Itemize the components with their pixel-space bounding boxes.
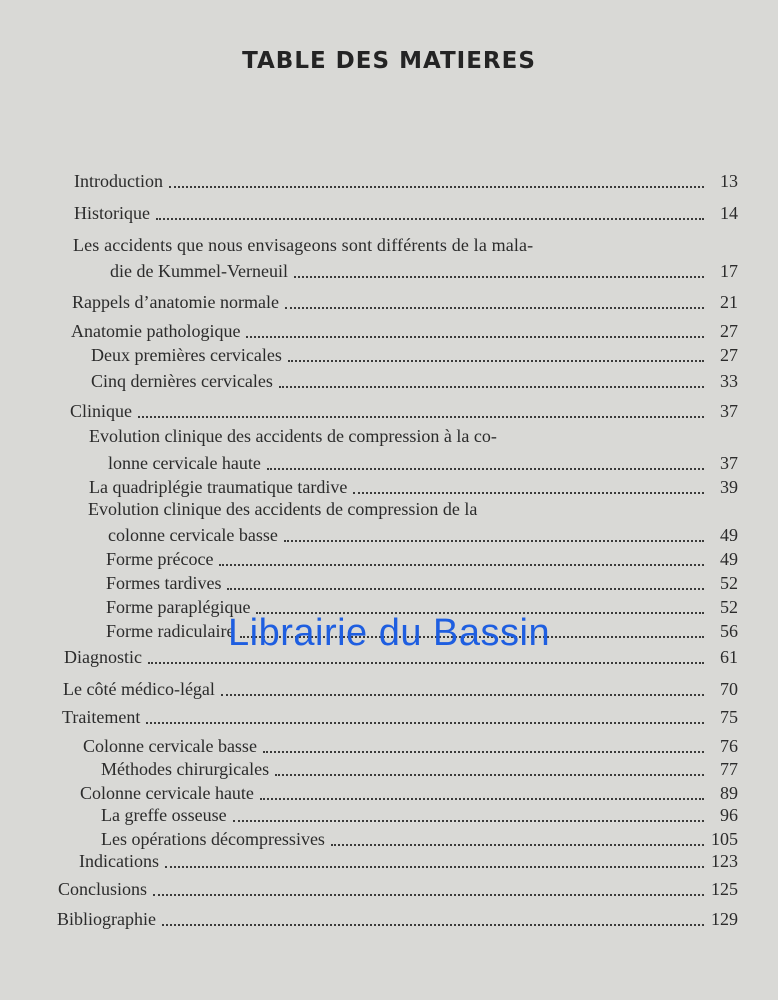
entry-page: 39 [720, 477, 738, 497]
dot-leader [288, 360, 704, 362]
entry-label: Rappels d’anatomie normale [72, 292, 279, 312]
dot-leader [165, 866, 704, 868]
toc-entry [74, 202, 738, 224]
entry-label: colonne cervicale basse [108, 525, 278, 545]
entry-page: 96 [720, 805, 738, 825]
dot-leader [294, 276, 704, 278]
entry-page: 52 [720, 573, 738, 593]
entry-label-line: Evolution clinique des accidents de compression à la co- [89, 426, 497, 446]
dot-leader [227, 588, 704, 590]
toc-entry [80, 782, 738, 804]
entry-label: Les opérations décompressives [101, 829, 325, 849]
toc-entry [71, 320, 738, 342]
toc-entry [106, 572, 738, 594]
entry-page: 49 [720, 525, 738, 545]
entry-label: Forme paraplégique [106, 597, 251, 617]
page-title: TABLE DES MATIERES [242, 48, 536, 74]
toc-entry [79, 850, 738, 872]
dot-leader [146, 722, 704, 724]
entry-label: Le côté médico-légal [63, 679, 215, 699]
toc-entry [101, 758, 738, 780]
entry-label: Méthodes chirurgicales [101, 759, 270, 779]
entry-page: 89 [720, 783, 738, 803]
toc-entry [58, 878, 738, 900]
dot-leader [263, 751, 704, 753]
dot-leader [221, 694, 704, 696]
dot-leader [233, 820, 704, 822]
entry-label: La quadriplégie traumatique tardive [89, 477, 348, 497]
entry-page: 33 [720, 371, 738, 391]
toc-entry [74, 170, 738, 192]
toc-entry [108, 452, 738, 474]
entry-label: Anatomie pathologique [71, 321, 241, 341]
dot-leader [275, 774, 704, 776]
entry-label: Colonne cervicale basse [83, 736, 257, 756]
entry-page: 21 [720, 292, 738, 312]
toc-entry [91, 344, 738, 366]
entry-label: Clinique [70, 401, 132, 421]
entry-page: 77 [720, 759, 738, 779]
entry-label: die de Kummel-Verneuil [110, 261, 288, 281]
entry-label: Forme précoce [106, 549, 214, 569]
entry-page: 105 [711, 829, 738, 849]
toc-entry [108, 524, 738, 546]
entry-page: 37 [720, 453, 738, 473]
entry-page: 125 [711, 879, 738, 899]
toc-entry [89, 476, 738, 498]
entry-label: Indications [79, 851, 159, 871]
dot-leader [162, 924, 704, 926]
entry-page: 49 [720, 549, 738, 569]
entry-label: La greffe osseuse [101, 805, 227, 825]
entry-label: Deux premières cervicales [91, 345, 282, 365]
dot-leader [156, 218, 704, 220]
toc-entry [91, 370, 738, 392]
entry-page: 129 [711, 909, 738, 929]
entry-label: Bibliographie [57, 909, 156, 929]
entry-label: Formes tardives [106, 573, 222, 593]
entry-label: Forme radiculaire [106, 621, 235, 641]
entry-page: 13 [720, 171, 738, 191]
entry-page: 76 [720, 736, 738, 756]
entry-label: Cinq dernières cervicales [91, 371, 273, 391]
entry-label: Historique [74, 203, 150, 223]
dot-leader [267, 468, 704, 470]
dot-leader [285, 307, 704, 309]
entry-label: Colonne cervicale haute [80, 783, 254, 803]
toc-entry [110, 260, 738, 282]
toc-entry [101, 804, 738, 826]
toc-entry [83, 735, 738, 757]
entry-label: Conclusions [58, 879, 148, 899]
dot-leader [279, 386, 704, 388]
entry-page: 27 [720, 345, 738, 365]
entry-label: lonne cervicale haute [108, 453, 261, 473]
toc-entry [72, 291, 738, 313]
toc-entry [101, 828, 738, 850]
dot-leader [153, 894, 704, 896]
watermark: Librairie du Bassin [228, 612, 551, 654]
entry-page: 75 [720, 707, 738, 727]
toc-entry [63, 678, 738, 700]
toc-entry [106, 548, 738, 570]
entry-label-line: Les accidents que nous envisageons sont différents de la mala- [73, 235, 534, 255]
dot-leader [284, 540, 704, 542]
entry-page: 37 [720, 401, 738, 421]
entry-label-line: Evolution clinique des accidents de compression de la [88, 499, 478, 519]
entry-page: 61 [720, 647, 738, 667]
toc-entry [70, 400, 738, 422]
entry-page: 27 [720, 321, 738, 341]
dot-leader [260, 798, 704, 800]
entry-page: 52 [720, 597, 738, 617]
entry-page: 14 [720, 203, 738, 223]
entry-label: Traitement [62, 707, 141, 727]
entry-label: Introduction [74, 171, 163, 191]
entry-page: 56 [720, 621, 738, 641]
entry-page: 123 [711, 851, 738, 871]
entry-page: 17 [720, 261, 738, 281]
toc-entry [57, 908, 738, 930]
dot-leader [148, 662, 704, 664]
dot-leader [353, 492, 704, 494]
dot-leader [138, 416, 704, 418]
entry-page: 70 [720, 679, 738, 699]
dot-leader [331, 844, 704, 846]
toc-entry [62, 706, 738, 728]
dot-leader [219, 564, 704, 566]
dot-leader [246, 336, 704, 338]
entry-label: Diagnostic [64, 647, 142, 667]
dot-leader [169, 186, 704, 188]
